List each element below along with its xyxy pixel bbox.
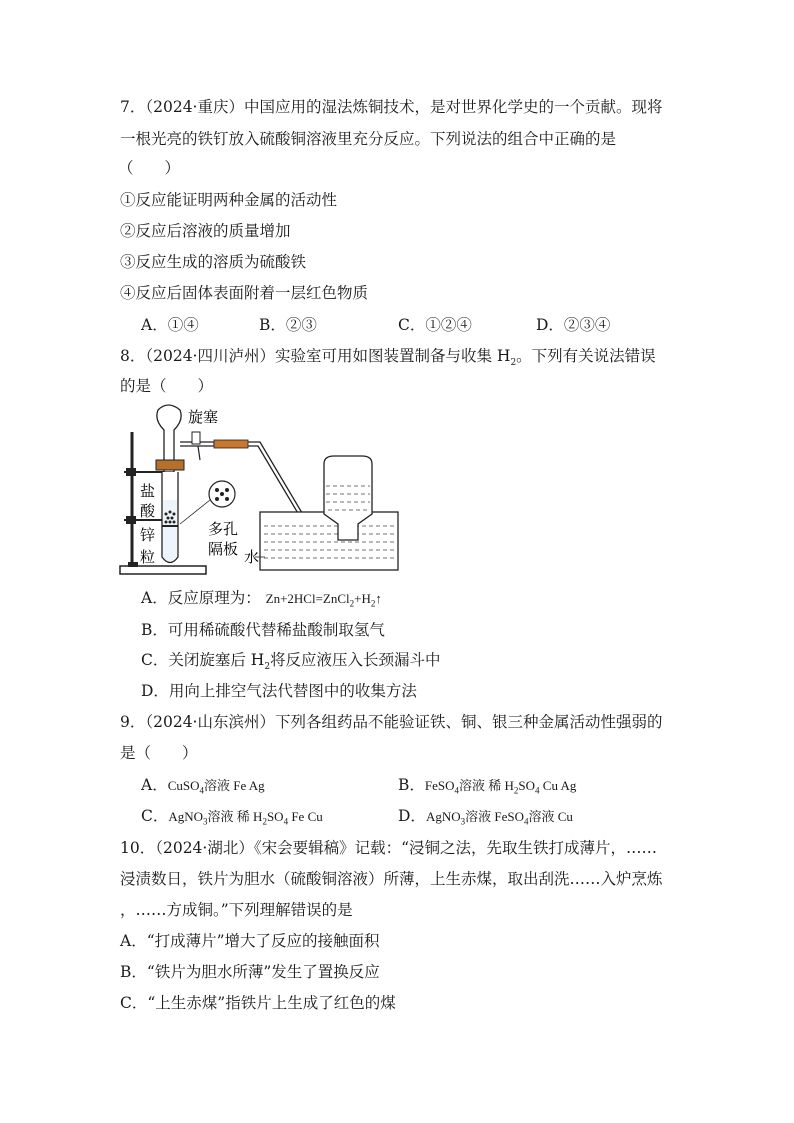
q10-option-a[interactable]: A．“打成薄片”增大了反应的接触面积 (120, 932, 380, 950)
q7-statement-4: ④反应后固体表面附着一层红色物质 (120, 284, 369, 302)
q9-stem-line2: 是（ ） (120, 744, 198, 762)
q8-stem-sub: 2 (510, 358, 517, 369)
trough-water (261, 524, 397, 569)
q10-stem-line3: ，……方成铜。”下列理解错误的是 (120, 901, 353, 919)
q9-option-d[interactable]: D．AgNO$_3$溶液 FeSO$_4$溶液 Cu (398, 807, 573, 827)
q9-option-b[interactable]: B．FeSO$_4$溶液 稀 $H_2SO_4$ Cu Ag (398, 776, 577, 796)
label-plate-2: 隔板 (208, 540, 239, 558)
q8-stem-line2: 的是（ ） (120, 377, 214, 395)
q8-option-c[interactable]: C．关闭旋塞后 $H_2$将反应液压入长颈漏斗中 (141, 651, 441, 673)
q8-option-d[interactable]: D．用向上排空气法代替图中的收集方法 (141, 682, 417, 700)
up-arrow-icon: ↑ (375, 591, 382, 606)
label-acid-1: 盐 (140, 482, 156, 500)
q10-option-c[interactable]: C．“上生赤煤”指铁片上生成了红色的煤 (120, 994, 396, 1012)
label-plate-1: 多孔 (208, 520, 239, 538)
q7-option-a[interactable]: A．①④ (141, 316, 199, 334)
q9-option-c[interactable]: C．AgNO$_3$溶液 稀 $H_2SO_4$ Fe Cu (141, 807, 323, 827)
q8-stem-text-a: 8．（2024·四川泸州）实验室可用如图装置制备与收集 H (120, 347, 511, 365)
q7-statement-3: ③反应生成的溶质为硫酸铁 (120, 253, 307, 271)
outlet-tip (198, 446, 200, 460)
q7-answer-blank: （ ） (118, 159, 181, 177)
q10-stem-line1: 10．（2024·湖北）《宋会要辑稿》记载：“浸铜之法，先取生铁打成薄片，…… (120, 839, 658, 857)
q10-option-b[interactable]: B．“铁片为胆水所薄”发生了置换反应 (120, 963, 380, 981)
label-zinc-2: 粒 (140, 548, 156, 566)
q8-option-a-prefix: A．反应原理为： (141, 589, 261, 607)
q7-option-d[interactable]: D．②③④ (536, 316, 611, 334)
rubber-stopper (156, 460, 184, 470)
q7-statement-1: ①反应能证明两种金属的活动性 (120, 191, 338, 209)
q7-stem-line2: 一根光亮的铁钉放入硫酸铜溶液里充分反应。下列说法的组合中正确的是 (120, 130, 617, 148)
q7-stem-line1: 7．（2024·重庆）中国应用的湿法炼铜技术，是对世界化学史的一个贡献。现将 (120, 98, 663, 116)
clamp-knob-2 (126, 516, 136, 524)
stand-foot (128, 562, 138, 567)
q7-statement-2: ②反应后溶液的质量增加 (120, 222, 291, 240)
q8-stem-text-b: 。下列有关说法错误 (516, 347, 656, 365)
label-water: 水 (244, 548, 260, 566)
q8-option-b[interactable]: B．可用稀硫酸代替稀盐酸制取氢气 (141, 621, 385, 639)
q7-option-c[interactable]: C．①②④ (398, 316, 472, 334)
stand-base (120, 566, 206, 574)
plate-pointer (180, 500, 210, 524)
q10-stem-line2: 浸渍数日，铁片为胆水（硫酸铜溶液）所薄，上生赤煤，取出刮洗……入炉烹炼 (120, 870, 663, 888)
hydrogen-apparatus-figure (118, 402, 418, 582)
stopcock-valve (192, 432, 200, 444)
acid-liquid (163, 500, 177, 562)
q9-option-a[interactable]: A．CuSO$_4$溶液 Fe Ag (141, 776, 265, 796)
q8-option-a[interactable] (141, 588, 382, 614)
q7-option-b[interactable]: B．②③ (259, 316, 317, 334)
clamp-knob-1 (126, 468, 136, 476)
rubber-hose (214, 440, 248, 448)
q8-stem-line1 (120, 346, 656, 373)
q9-stem-line1: 9．（2024·山东滨州）下列各组药品不能验证铁、铜、银三种金属活动性强弱的 (120, 713, 663, 731)
label-acid-2: 酸 (140, 502, 156, 520)
q8-option-a-formula: $Zn+2HCl=ZnCl_2+H_2↑$ (265, 591, 382, 609)
label-stopcock: 旋塞 (188, 408, 219, 426)
label-zinc-1: 锌 (140, 526, 156, 544)
